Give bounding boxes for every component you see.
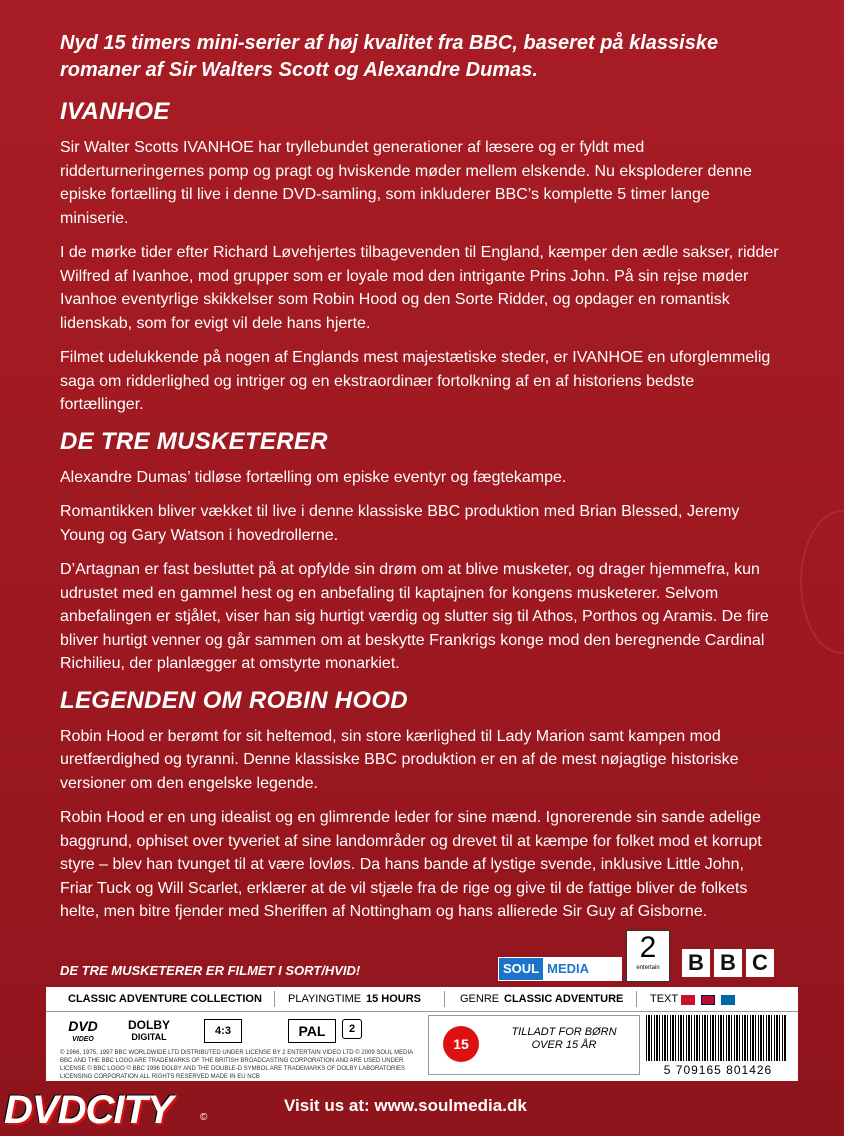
genre-label: GENRE — [460, 993, 500, 1005]
black-white-note: DE TRE MUSKETERER ER FILMET I SORT/HVID! — [60, 963, 361, 978]
bbc-letter: C — [746, 949, 774, 977]
dolby-digital-logo — [118, 1019, 180, 1045]
region-2-icon: 2 — [342, 1019, 362, 1039]
section-title-ivanhoe: IVANHOE — [60, 98, 170, 125]
bbc-logo — [682, 949, 774, 977]
case-notch — [800, 510, 844, 654]
section-title-robin-hood: LEGENDEN OM ROBIN HOOD — [60, 686, 408, 714]
info-row — [46, 987, 798, 1012]
dvd-logo-text: DVD — [68, 1018, 98, 1034]
playtime-value: 15 HOURS — [366, 993, 422, 1005]
dolby-text: DOLBY — [128, 1018, 170, 1032]
media-logo-part: MEDIA — [547, 961, 590, 976]
dolby-sub: DIGITAL — [131, 1032, 167, 1042]
main-text — [60, 30, 780, 935]
paragraph: Sir Walter Scotts IVANHOE har tryllebundet generationer af læsere og er fyldt med ridderturneringernes pomp og pragt og hviskende møder mellem elskende. Nu eksploderer denne episke fortælling til live i denne DVD-samling, som inkluderer BBC’s komplette 5 timer lange miniserie. — [60, 139, 752, 227]
paragraph: Filmet udelukkende på nogen af Englands mest majestætiske steder, er IVANHOE en uforglemmelig saga om ridderlighed og intriger og en ekstraordinær fortolkning af en af historiens bedste fortællinger. — [60, 349, 771, 413]
soul-logo-part: SOUL — [499, 958, 543, 980]
barcode-number: 5 709165 801426 — [663, 1063, 773, 1077]
age-rating-text: TILLADT FOR BØRN OVER 15 ÅR — [511, 1026, 617, 1051]
2entertain-logo — [626, 930, 670, 982]
aspect-ratio-badge: 4:3 — [204, 1019, 242, 1043]
paragraph: Robin Hood er en ung idealist og en glimrende leder for sine mænd. Ignorerende sin sande adelige baggrund, ophiset over tyveriet af sine landområder og drevet til at kæmpe for folket mod et korrupt styre – blev han tvunget til at være lovløs. Da hans bande af lystige svende, inklusive Little John, Friar Tuck og Will Scarlet, erklærer at de vil stjæle fra de rige og give til de fattige bliver de folkets helte, men bitre fjender med Sheriffen af Nottingham og hans allierede Sir Guy af Gisborne. — [60, 809, 762, 920]
collection-label: CLASSIC ADVENTURE COLLECTION — [68, 993, 262, 1005]
paragraph: I de mørke tider efter Richard Løvehjertes tilbagevenden til England, kæmper den ædle sakser, ridder Wilfred af Ivanhoe, mod grupper som er loyale mod den intrigante Prins John. På sin rejse møder Ivanhoe eventyrlige skikkelser som Robin Hood og den Sorte Ridder, og opdager en romantisk lidenskab, som for evigt vil dele hans hjerte. — [60, 244, 779, 332]
dvd-logo-sub: VIDEO — [72, 1036, 94, 1043]
2entertain-number: 2 — [639, 931, 657, 964]
divider — [274, 991, 275, 1007]
barcode-icon — [646, 1015, 786, 1061]
text-label: TEXT — [650, 993, 679, 1005]
website-link[interactable]: Visit us at: www.soulmedia.dk — [284, 1096, 527, 1115]
bbc-letter: B — [714, 949, 742, 977]
copyright-fine-print: © 1966, 1975, 1997 BBC WORLDWIDE LTD DISTRIBUTED UNDER LICENSE BY 2 ENTERTAIN VIDEO LTD © 2009 SOUL MEDIA BBC AND THE BBC LOGO ARE TRADEMARKS OF THE BRITISH BROADCASTING CORPORATION AND ARE USED UNDER LICENSE © BBC LOGO © BBC 1996 DOLBY AND THE DOUBLE-D SYMBOL ARE TRADEMARKS OF DOLBY LABORATORIES LICENSING CORPORATION ALL RIGHTS RESERVED MADE IN EU NCB — [60, 1050, 413, 1080]
divider — [636, 991, 637, 1007]
age-rating-box — [428, 1015, 640, 1075]
subtitle-flags — [678, 994, 735, 1006]
bbc-letter: B — [682, 949, 710, 977]
soul-media-logo — [498, 957, 622, 981]
danish-flag-icon — [681, 995, 695, 1005]
paragraph: Romantikken bliver vækket til live i denne klassiske BBC produktion med Brian Blessed, Jeremy Young og Gary Watson i hovedrollerne. — [60, 503, 740, 544]
paragraph: D’Artagnan er fast besluttet på at opfylde sin drøm om at blive musketer, og drager hjemmefra, kun udrustet med en gammel hest og en anbefaling til kaptajnen for kongens musketerer. Selvom anbefalingen er stjålet, viser han sig hurtigt værdig og slutter sig til Athos, Porthos og Aramis. De fire bliver hurtigt venner og går sammen om at beskytte Frankrigs konge mod den beregnende Cardinal Richilieu, der planlægger at omstyrte monarkiet. — [60, 561, 769, 672]
divider — [444, 991, 445, 1007]
norwegian-flag-icon — [701, 995, 715, 1005]
section-title-musketerer: DE TRE MUSKETERER — [60, 427, 328, 455]
copyright-symbol: © — [200, 1112, 208, 1123]
paragraph: Robin Hood er berømt for sit heltemod, sin store kærlighed til Lady Marion samt kampen mod uretfærdighed og tyranni. Denne klassiske BBC produktion er en af de mest nøjagtige historiske versioner om den engelske legende. — [60, 727, 739, 792]
age-rating-icon: 15 — [443, 1026, 479, 1062]
genre-value: CLASSIC ADVENTURE — [504, 993, 624, 1005]
swedish-flag-icon — [721, 995, 735, 1005]
intro-text: Nyd 15 timers mini-serier af høj kvalitet fra BBC, baseret på klassiske romaner af Sir Walters Scott og Alexandre Dumas. — [60, 32, 719, 81]
2entertain-sub: entertain — [636, 965, 660, 971]
playtime-label: PLAYINGTIME — [288, 993, 362, 1005]
pal-badge: PAL — [288, 1019, 336, 1043]
dvdcity-watermark: DVDCITY — [4, 1088, 173, 1132]
info-strip — [46, 987, 798, 1081]
paragraph: Alexandre Dumas’ tidløse fortælling om episke eventyr og fægtekampe. — [60, 468, 567, 486]
dvd-video-logo — [60, 1019, 106, 1045]
